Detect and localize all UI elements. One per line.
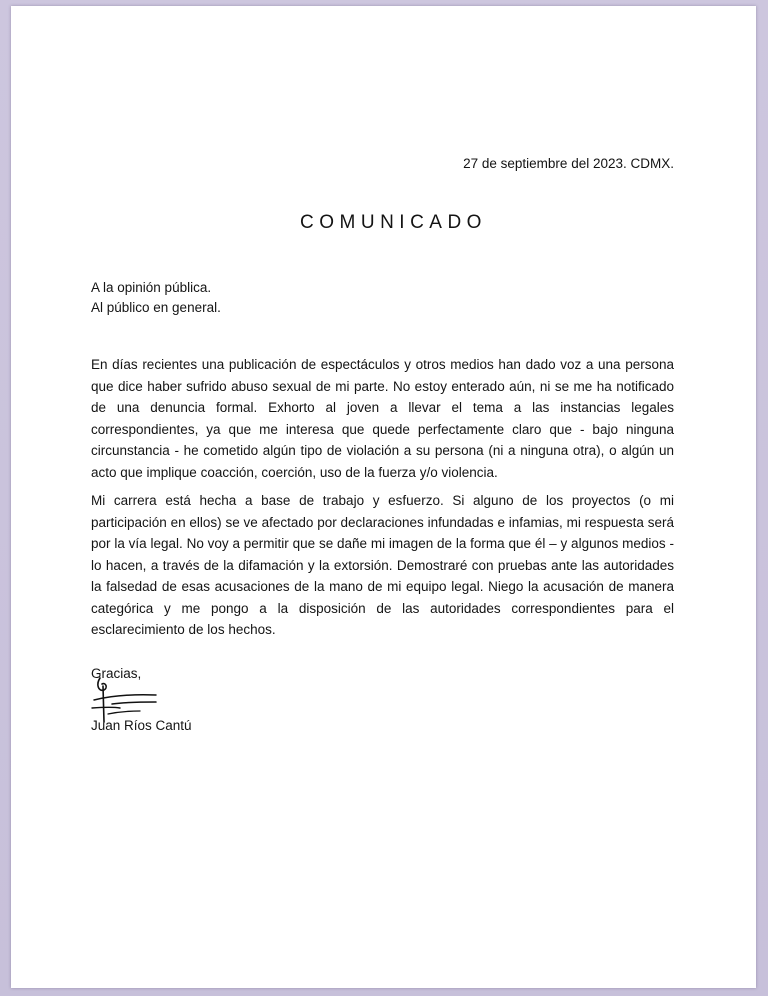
letter-date: 27 de septiembre del 2023. CDMX. [463,156,674,171]
letter-page [11,6,756,988]
recipients-block [91,278,221,318]
body-paragraph: Mi carrera está hecha a base de trabajo y esfuerzo. Si alguno de los proyectos (o mi participación en ellos) se ve afectado por declaraciones infundadas e infamias, mi respuesta será por la vía legal. No voy a permitir que se dañe mi imagen de la forma que él – y algunos medios - lo hacen, a través de la difamación y la extorsión. Demostraré con pruebas ante las autoridades la falsedad de esas acusaciones de la mano de mi equipo legal. Niego la acusación de manera categórica y me pongo a la disposición de las autoridades correspondientes para el esclarecimiento de los hechos. [91,493,674,637]
closing-text: Gracias, [91,666,142,681]
body-paragraph: En días recientes una publicación de espectáculos y otros medios han dado voz a una persona que dice haber sufrido abuso sexual de mi parte. No estoy enterado aún, ni se me ha notificado de una denuncia formal. Exhorto al joven a llevar el tema a las instancias legales correspondientes, ya que me interesa que quede perfectamente claro que - bajo ninguna circunstancia - he cometido algún tipo de violación a su persona (ni a ninguna otra), o algún un acto que implique coacción, coerción, uso de la fuerza y/o violencia. [91,357,674,480]
signer-name: Juan Ríos Cantú [91,718,192,733]
letter-title: COMUNICADO [300,212,487,233]
recipient-line: A la opinión pública. [91,280,212,295]
recipient-line: Al público en general. [91,300,221,315]
